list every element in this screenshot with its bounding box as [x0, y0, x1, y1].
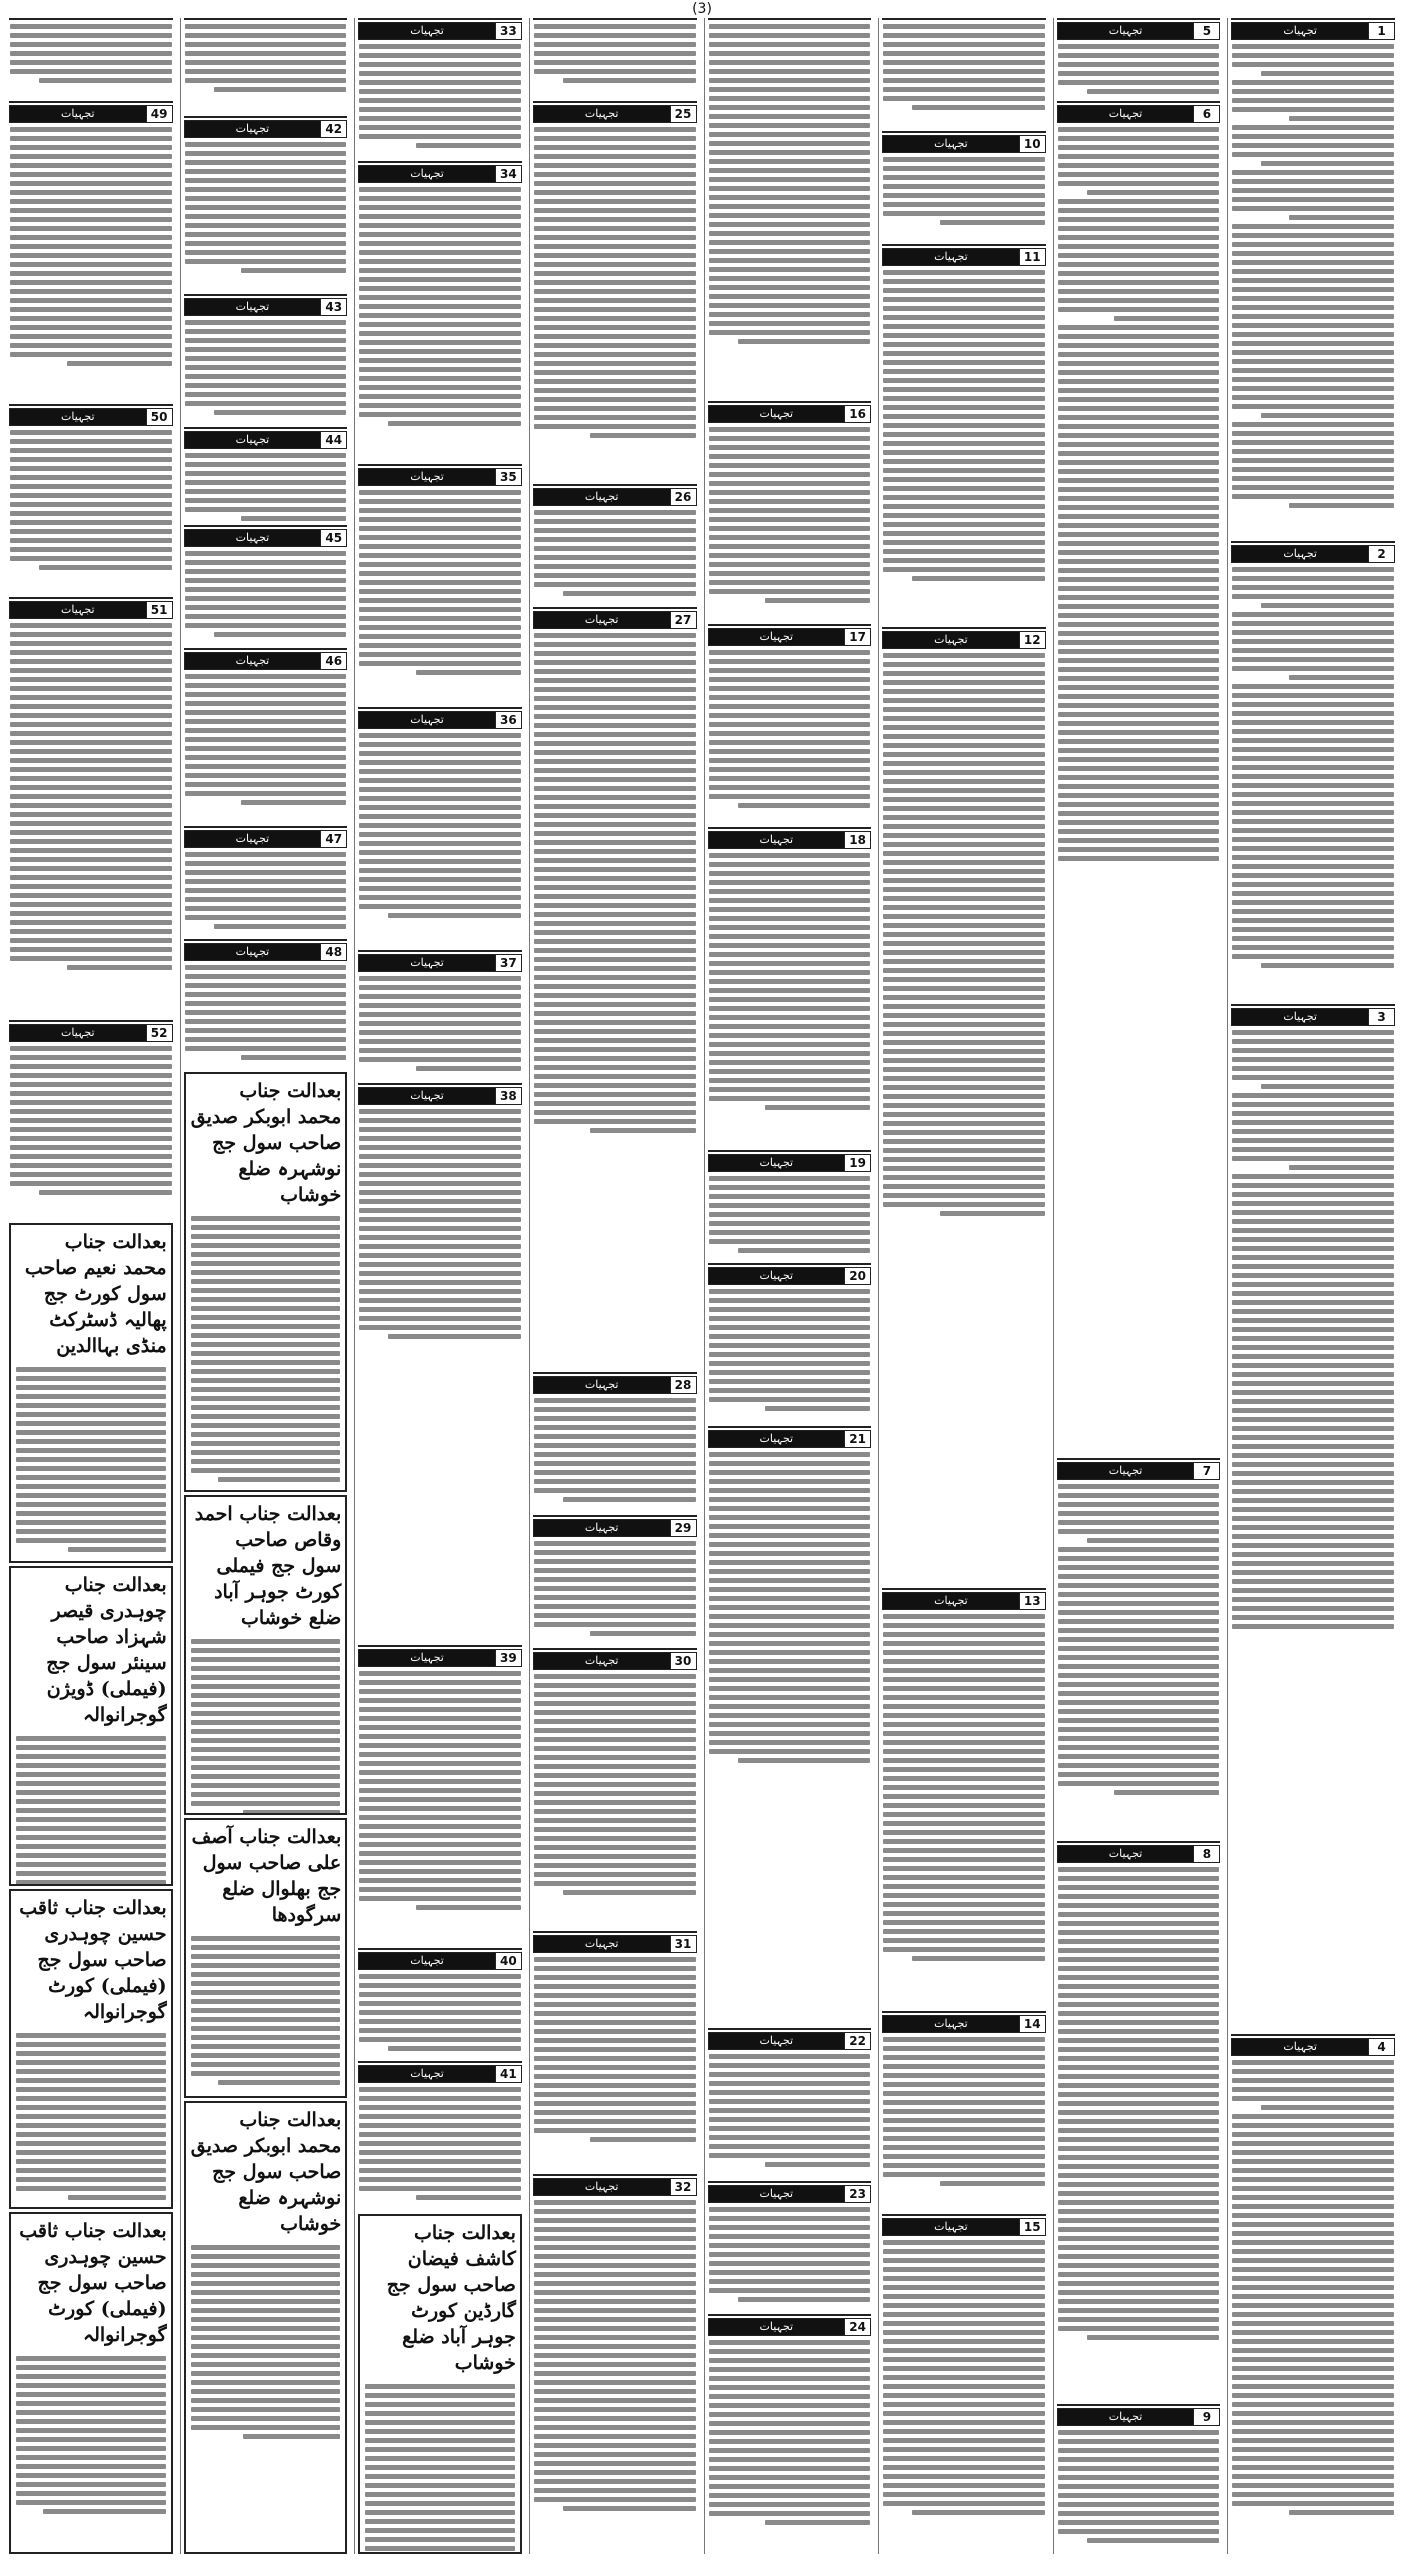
notice-title: بعدالت جناب ثاقب حسین چوہدری صاحب سول جج (فیملی) کورٹ گوجرانوالہ [19, 1897, 167, 2023]
column-8 [6, 18, 176, 2554]
court-notice-saqib-hussain-1 [9, 1889, 173, 2209]
news-item-14 [882, 2011, 1046, 2211]
item-label: تجہیات [1058, 106, 1194, 122]
item-label: تجہیات [10, 106, 146, 122]
item-number: 20 [844, 1268, 870, 1284]
item-label: تجہیات [709, 832, 845, 848]
item-number: 38 [495, 1088, 521, 1104]
news-item-37 [358, 950, 522, 1080]
item-number: 7 [1193, 1463, 1219, 1479]
item-number: 43 [320, 299, 346, 315]
item-number: 25 [670, 106, 696, 122]
item-label: تجہیات [534, 1520, 670, 1536]
item-number: 34 [495, 166, 521, 182]
item-label: تجہیات [709, 629, 845, 645]
item-number: 12 [1019, 632, 1045, 648]
news-item-10 [882, 131, 1046, 241]
item-label: تجہیات [1232, 23, 1368, 39]
item-label: تجہیات [185, 432, 321, 448]
column-6 [354, 18, 525, 2554]
item-label: تجہیات [709, 1431, 845, 1447]
item-label: تجہیات [534, 612, 670, 628]
news-item-1 [1231, 18, 1395, 538]
notice-title: بعدالت جناب چوہدری قیصر شہزاد صاحب سینئر سول جج (فیملی) ڈویژن گوجرانوالہ [46, 1574, 167, 1726]
item-number: 2 [1368, 546, 1394, 562]
item-number: 16 [844, 406, 870, 422]
court-notice-saqib-hussain-2 [9, 2212, 173, 2554]
item-label: تجہیات [709, 2319, 845, 2335]
item-number: 11 [1019, 249, 1045, 265]
news-item-17 [708, 624, 872, 824]
item-label: تجہیات [185, 121, 321, 137]
item-number: 33 [495, 23, 521, 39]
news-item-22 [708, 2028, 872, 2178]
item-number: 37 [495, 955, 521, 971]
notice-title: بعدالت جناب محمد ابوبکر صدیق صاحب سول جج نوشہرہ ضلع خوشاب [190, 2109, 342, 2235]
item-label: تجہیات [185, 653, 321, 669]
item-number: 44 [320, 432, 346, 448]
item-label: تجہیات [883, 136, 1019, 152]
news-item-26 [533, 484, 697, 604]
item-label: تجہیات [359, 1650, 495, 1666]
item-label: تجہیات [709, 1155, 845, 1171]
item-number: 13 [1019, 1593, 1045, 1609]
item-number: 51 [146, 602, 172, 618]
news-item-9 [1057, 2404, 1221, 2554]
news-item-23 [708, 2181, 872, 2311]
item-label: تجہیات [534, 1377, 670, 1393]
news-item-24 [708, 2314, 872, 2554]
news-item-35 [358, 464, 522, 704]
item-label: تجہیات [709, 1268, 845, 1284]
column-3 [878, 18, 1049, 2554]
item-label: تجہیات [534, 1936, 670, 1952]
court-notice-asif-ali [184, 1818, 348, 2098]
court-notice-abubakar-1 [184, 1072, 348, 1492]
item-label: تجہیات [534, 489, 670, 505]
news-item-46 [184, 648, 348, 823]
item-number: 23 [844, 2186, 870, 2202]
news-item-12 [882, 627, 1046, 1585]
news-item-5 [1057, 18, 1221, 98]
item-label: تجہیات [359, 166, 495, 182]
news-item-49 [9, 101, 173, 401]
news-item-21 [708, 1426, 872, 2025]
column-5 [529, 18, 700, 2554]
item-number: 8 [1193, 1846, 1219, 1862]
court-notice-kashif-faizan [358, 2214, 522, 2554]
item-number: 46 [320, 653, 346, 669]
news-item-40 [358, 1948, 522, 2058]
news-item-18 [708, 827, 872, 1147]
item-label: تجہیات [359, 955, 495, 971]
item-label: تجہیات [10, 409, 146, 425]
item-number: 15 [1019, 2219, 1045, 2235]
news-item-39 [358, 1645, 522, 1945]
news-item-47 [184, 826, 348, 936]
item-number: 9 [1193, 2409, 1219, 2425]
item-label: تجہیات [1058, 1463, 1194, 1479]
item-number: 4 [1368, 2039, 1394, 2055]
column-1 [1227, 18, 1398, 2554]
item-label: تجہیات [185, 944, 321, 960]
news-item-32 [533, 2174, 697, 2554]
item-label: تجہیات [359, 1953, 495, 1969]
item-label: تجہیات [359, 712, 495, 728]
item-number: 41 [495, 2066, 521, 2082]
page-number: (3) [692, 1, 712, 17]
item-label: تجہیات [185, 299, 321, 315]
notice-title: بعدالت جناب محمد نعیم صاحب سول کورٹ جج پھالیہ ڈسٹرکٹ منڈی بہاالدین [24, 1231, 167, 1357]
notice-title: بعدالت جناب آصف علی صاحب سول جج بھلوال ضلع سرگودھا [191, 1826, 342, 1926]
item-number: 39 [495, 1650, 521, 1666]
news-item-3 [1231, 1004, 1395, 2031]
news-item-27 [533, 607, 697, 1369]
item-label: تجہیات [1058, 1846, 1194, 1862]
news-item-38 [358, 1083, 522, 1642]
item-label: تجہیات [1232, 1009, 1368, 1025]
item-label: تجہیات [534, 106, 670, 122]
news-item-48 [184, 939, 348, 1069]
news-item-33 [358, 18, 522, 158]
news-item-34 [358, 161, 522, 461]
item-label: تجہیات [883, 2016, 1019, 2032]
column-2 [1053, 18, 1224, 2554]
item-number: 35 [495, 469, 521, 485]
item-number: 21 [844, 1431, 870, 1447]
news-item-45 [184, 525, 348, 645]
item-number: 32 [670, 2179, 696, 2195]
item-number: 29 [670, 1520, 696, 1536]
item-number: 42 [320, 121, 346, 137]
item-label: تجہیات [185, 530, 321, 546]
news-item-42 [184, 116, 348, 291]
item-number: 49 [146, 106, 172, 122]
news-item-8 [1057, 1841, 1221, 2401]
item-label: تجہیات [1058, 2409, 1194, 2425]
item-label: تجہیات [883, 632, 1019, 648]
item-number: 10 [1019, 136, 1045, 152]
news-item-50 [9, 404, 173, 594]
news-item-6 [1057, 101, 1221, 1455]
news-item-52 [9, 1020, 173, 1220]
news-item-2 [1231, 541, 1395, 1001]
item-number: 3 [1368, 1009, 1394, 1025]
column-4 [704, 18, 875, 2554]
item-number: 47 [320, 831, 346, 847]
item-number: 36 [495, 712, 521, 728]
item-number: 28 [670, 1377, 696, 1393]
news-item-11 [882, 244, 1046, 624]
item-label: تجہیات [883, 2219, 1019, 2235]
item-number: 24 [844, 2319, 870, 2335]
news-item-7 [1057, 1458, 1221, 1838]
item-number: 50 [146, 409, 172, 425]
news-item-41 [358, 2061, 522, 2211]
item-label: تجہیات [1058, 23, 1194, 39]
item-label: تجہیات [359, 1088, 495, 1104]
item-number: 18 [844, 832, 870, 848]
news-item-head-3 [882, 18, 1046, 128]
item-label: تجہیات [709, 2186, 845, 2202]
item-label: تجہیات [534, 2179, 670, 2195]
item-number: 1 [1368, 23, 1394, 39]
column-7 [180, 18, 351, 2554]
item-label: تجہیات [883, 249, 1019, 265]
news-item-head-4 [708, 18, 872, 398]
newspaper-page [6, 18, 1398, 2554]
item-label: تجہیات [359, 23, 495, 39]
item-label: تجہیات [1232, 546, 1368, 562]
news-item-head-8 [9, 18, 173, 98]
news-item-13 [882, 1588, 1046, 2008]
news-item-head-7 [184, 18, 348, 113]
item-number: 52 [146, 1025, 172, 1041]
item-number: 22 [844, 2033, 870, 2049]
news-item-16 [708, 401, 872, 621]
court-notice-ahmad-waqas [184, 1495, 348, 1815]
item-label: تجہیات [359, 469, 495, 485]
item-label: تجہیات [709, 2033, 845, 2049]
item-label: تجہیات [359, 2066, 495, 2082]
news-item-28 [533, 1372, 697, 1512]
item-number: 27 [670, 612, 696, 628]
news-item-15 [882, 2214, 1046, 2554]
news-item-25 [533, 101, 697, 481]
item-label: تجہیات [534, 1653, 670, 1669]
item-number: 14 [1019, 2016, 1045, 2032]
notice-title: بعدالت جناب کاشف فیضان صاحب سول جج گارڈین کورٹ جوہر آباد ضلع خوشاب [386, 2222, 516, 2374]
notice-title: بعدالت جناب محمد ابوبکر صدیق صاحب سول جج نوشہرہ ضلع خوشاب [190, 1080, 342, 1206]
item-label: تجہیات [1232, 2039, 1368, 2055]
news-item-19 [708, 1150, 872, 1260]
news-item-44 [184, 427, 348, 522]
item-number: 40 [495, 1953, 521, 1969]
news-item-36 [358, 707, 522, 947]
news-item-29 [533, 1515, 697, 1645]
item-number: 17 [844, 629, 870, 645]
news-item-4 [1231, 2034, 1395, 2554]
item-label: تجہیات [709, 406, 845, 422]
item-number: 19 [844, 1155, 870, 1171]
item-label: تجہیات [883, 1593, 1019, 1609]
item-number: 26 [670, 489, 696, 505]
news-item-20 [708, 1263, 872, 1423]
item-number: 31 [670, 1936, 696, 1952]
item-number: 30 [670, 1653, 696, 1669]
news-item-head-5 [533, 18, 697, 98]
item-number: 45 [320, 530, 346, 546]
news-item-51 [9, 597, 173, 1017]
news-item-31 [533, 1931, 697, 2171]
item-label: تجہیات [185, 831, 321, 847]
court-notice-qaiser-shahzad [9, 1566, 173, 1886]
court-notice-abubakar-2 [184, 2101, 348, 2554]
item-label: تجہیات [10, 1025, 146, 1041]
court-notice-muhammad-naeem [9, 1223, 173, 1563]
item-number: 6 [1193, 106, 1219, 122]
notice-title: بعدالت جناب احمد وقاص صاحب سول جج فیملی کورٹ جوہر آباد ضلع خوشاب [194, 1503, 342, 1629]
news-item-43 [184, 294, 348, 424]
item-label: تجہیات [10, 602, 146, 618]
item-number: 48 [320, 944, 346, 960]
item-number: 5 [1193, 23, 1219, 39]
notice-title: بعدالت جناب ثاقب حسین چوہدری صاحب سول جج (فیملی) کورٹ گوجرانوالہ [19, 2220, 167, 2346]
news-item-30 [533, 1648, 697, 1928]
